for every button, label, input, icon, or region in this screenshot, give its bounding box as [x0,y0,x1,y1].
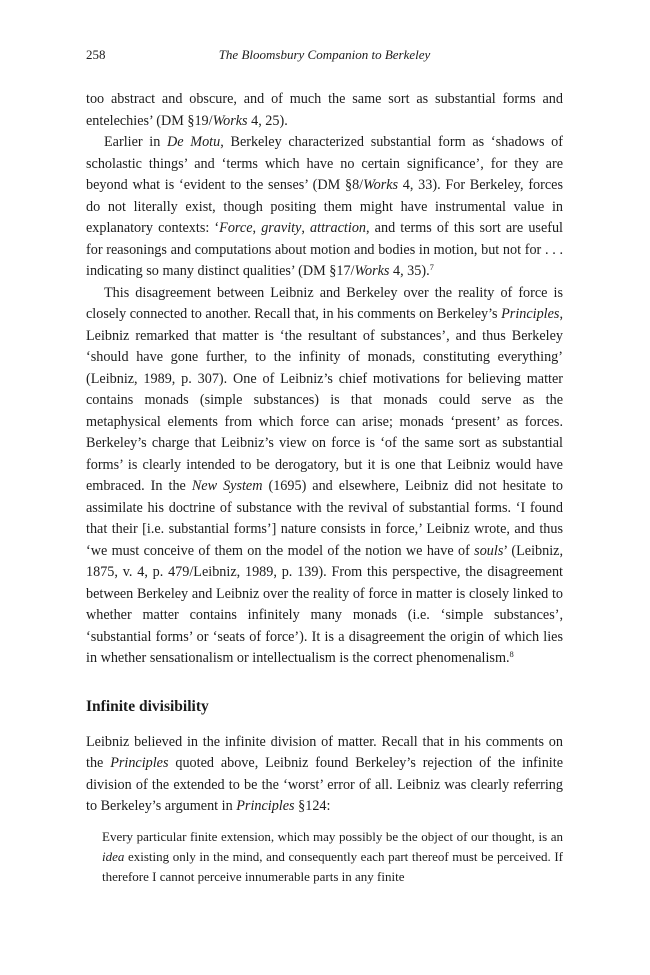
paragraph-3: This disagreement between Leibniz and Berkeley over the reality of force is closely connected to another. Recall that, in his comments on Berkeley’s Principles, Leibniz remarked that matter is ‘the resultant of substances’, and thus Berkeley ‘should have gone further, to the infinity of monads, constituting everything’ (Leibniz, 1989, p. 307). One of Leibniz’s chief motivations for believing matter contains monads (simple substances) is that monads could serve as the metaphysical elements from which force can arise; monads ‘present’ as forces. Berkeley’s charge that Leibniz’s view on force is ‘of the same sort as substantial forms’ is clearly intended to be derogatory, but it is one that Leibniz would have embraced. In the New System (1695) and elsewhere, Leibniz did not hesitate to assimilate his doctrine of substance with the revival of substantial forms. ‘I found that their [i.e. substantial forms’] nature consists in force,’ Leibniz wrote, and thus ‘we must conceive of them on the model of the notion we have of souls’ (Leibniz, 1875, v. 4, p. 479/Leibniz, 1989, p. 139). From this perspective, the disagreement between Berkeley and Leibniz over the reality of force in matter is closely linked to whether matter contains infinitely many monads (i.e. ‘simple substances’, ‘substantial forms’ or ‘seats of force’). It is a disagreement the origin of which lies in whether sensationalism or intellectualism is the correct phenomenalism.$^8$ [86,284,563,666]
running-title: The Bloomsbury Companion to Berkeley [218,47,431,62]
block-quote [102,827,563,887]
running-head [86,45,563,65]
body-text [86,89,563,887]
paragraph-2: Earlier in De Motu, Berkeley characterized substantial form as ‘shadows of scholastic things’ and ‘terms which have no certain significance’, for they are beyond what is ‘evident to the senses’ (DM §8/Works 4, 33). For Berkeley, forces do not literally exist, though positing them might have instrumental value in explanatory contexts: ‘Force, gravity, attraction, and terms of this sort are useful for reasonings and computations about motion and bodies in motion, but not for . . . indicating so many distinct qualities’ (DM §17/Works 4, 35).$^7$ [86,134,564,279]
footnote-ref-7[interactable]: 7 [429,262,434,272]
section-heading: Infinite divisibility [86,697,209,715]
page-number: 258 [86,47,106,62]
footnote-ref-8[interactable]: 8 [509,649,514,659]
quote-text: Every particular finite extension, which may possibly be the object of our thought, is an idea existing only in the mind, and consequently each part thereof must be perceived. If therefore I cannot perceive innumerable parts in any finite [102,828,563,884]
paragraph-4: Leibniz believed in the infinite division of matter. Recall that in his comments on the Principles quoted above, Leibniz found Berkeley’s rejection of the infinite division of the extended to be the ‘worst’ error of all. Leibniz was clearly referring to Berkeley’s argument in Principles §124: [86,733,563,814]
paragraph-1: too abstract and obscure, and of much the same sort as substantial forms and entelechies’ (DM §19/Works 4, 25). [86,91,563,129]
